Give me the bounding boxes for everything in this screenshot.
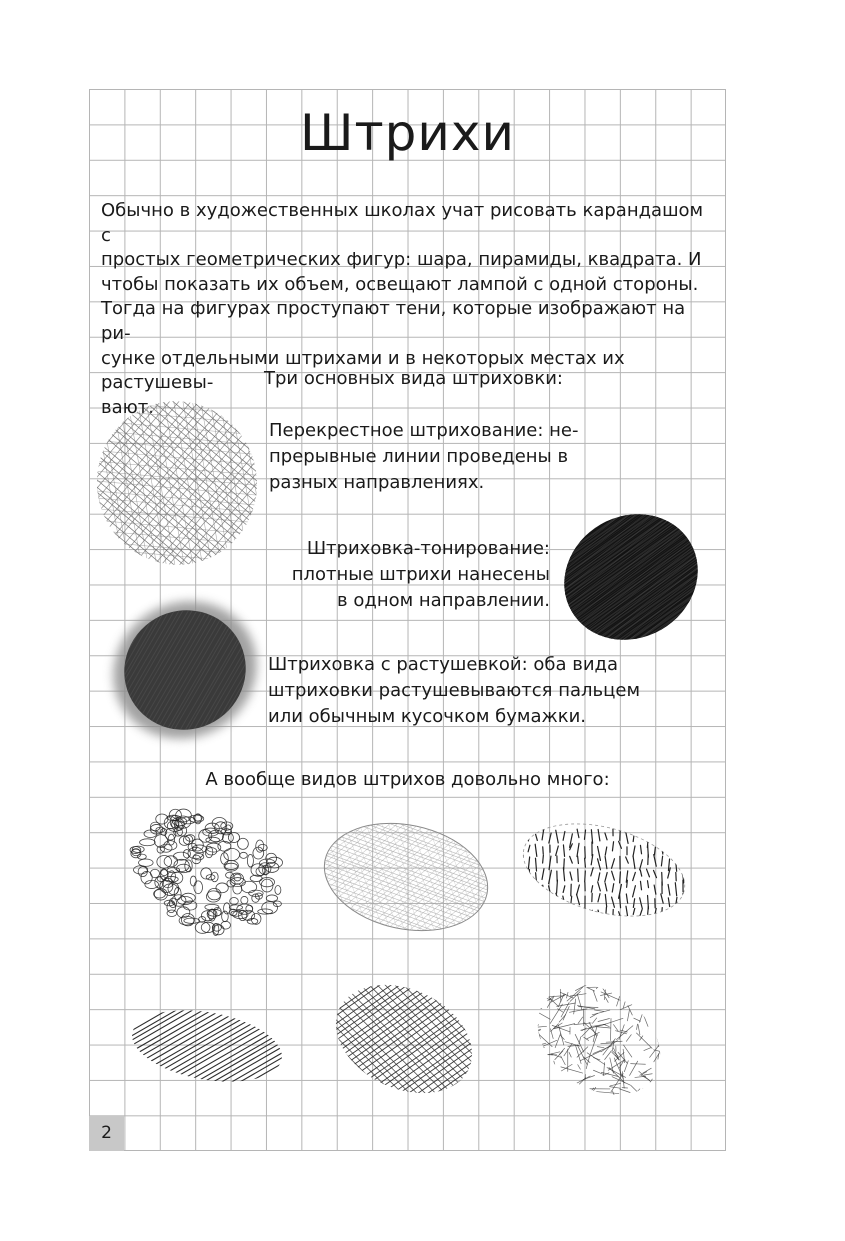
section-heading-main-types: Три основных вида штриховки: <box>264 368 563 389</box>
chaotic-strokes-sample <box>528 984 670 1096</box>
description-line: в одном направлении. <box>337 590 550 611</box>
cross-hatching-description <box>269 418 579 496</box>
description-line: плотные штрихи нанесены <box>291 564 550 585</box>
intro-line: сунке отдельными штрихами и в некоторых местах их растушевы- <box>101 347 625 394</box>
description-line: Перекрестное штрихование: не- <box>269 420 579 441</box>
section-heading-many-types: А вообще видов штрихов довольно много: <box>205 769 610 790</box>
intro-line: вают. <box>101 396 154 418</box>
page-title: Штрихи <box>300 104 515 162</box>
page-number: 2 <box>89 1116 124 1151</box>
cross-hatching-sample <box>92 394 262 572</box>
blended-hatching-description <box>268 652 640 730</box>
scribble-circles-sample <box>122 808 294 940</box>
description-line: Штриховка с растушевкой: оба вида <box>268 654 619 675</box>
intro-line: чтобы показать их объем, освещают лампой с одной стороны. <box>101 273 699 295</box>
description-line: штриховки растушевываются пальцем <box>268 680 641 701</box>
description-line: разных направлениях. <box>269 472 485 493</box>
parallel-diagonal-hatch-sample <box>128 1006 286 1086</box>
light-cross-hatch-sample <box>318 818 494 936</box>
intro-line: простых геометрических фигур: шара, пирамиды, квадрата. И <box>101 249 702 271</box>
description-line: прерывные линии проведены в <box>269 446 569 467</box>
description-line: или обычным кусочком бумажки. <box>268 706 586 727</box>
blended-hatching-sample <box>100 592 270 748</box>
short-vertical-strokes-sample <box>514 822 694 918</box>
intro-line: Обычно в художественных школах учат рисовать карандашом с <box>101 200 704 246</box>
tonal-hatching-description <box>260 536 550 614</box>
tonal-hatching-sample <box>558 508 704 646</box>
intro-line: Тогда на фигурах проступают тени, которые изображают на ри- <box>101 298 686 344</box>
description-line: Штриховка-тонирование: <box>306 538 550 559</box>
dense-cross-hatch-sample <box>328 984 480 1094</box>
